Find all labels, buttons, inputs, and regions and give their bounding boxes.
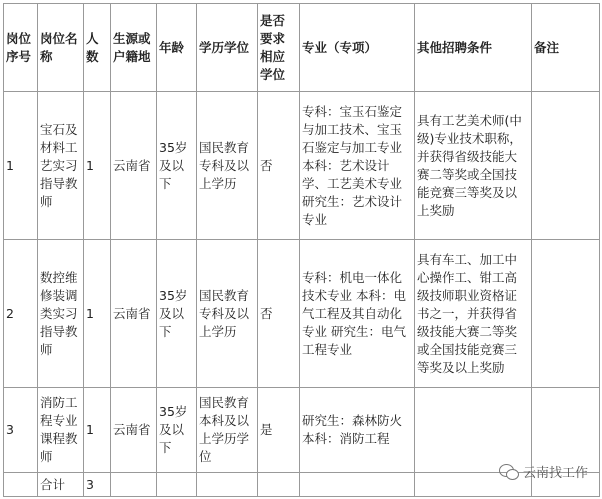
cell-other — [415, 388, 532, 473]
cell-edu: 国民教育专科及以上学历 — [197, 240, 258, 388]
cell-major: 专科：宝玉石鉴定与加工技术、宝玉石鉴定与加工专业 本科：艺术设计学、工艺美术专业 研究生：艺术设计专业 — [300, 92, 415, 240]
wechat-icon — [499, 463, 519, 481]
header-remark: 备注 — [532, 4, 600, 92]
cell-count: 1 — [84, 92, 111, 240]
watermark-text: 云南找工作 — [522, 466, 588, 481]
cell-major: 研究生：森林防火 本科：消防工程 — [300, 388, 415, 473]
header-origin: 生源或户籍地 — [111, 4, 157, 92]
cell-degree-req: 否 — [258, 92, 300, 240]
cell-remark — [532, 388, 600, 473]
cell-count: 1 — [84, 240, 111, 388]
cell-no: 1 — [4, 92, 38, 240]
cell-degree-req: 否 — [258, 240, 300, 388]
header-other: 其他招聘条件 — [415, 4, 532, 92]
header-age: 年龄 — [157, 4, 197, 92]
cell-empty — [197, 473, 258, 497]
cell-origin: 云南省 — [111, 388, 157, 473]
header-count: 人数 — [84, 4, 111, 92]
cell-no: 2 — [4, 240, 38, 388]
table-header-row — [4, 4, 600, 92]
cell-degree-req: 是 — [258, 388, 300, 473]
cell-empty — [111, 473, 157, 497]
cell-empty — [258, 473, 300, 497]
cell-no: 3 — [4, 388, 38, 473]
table-row — [4, 240, 600, 388]
cell-name: 数控维修装调类实习指导教师 — [38, 240, 84, 388]
cell-age: 35岁及以下 — [157, 240, 197, 388]
cell-name: 消防工程专业课程教师 — [38, 388, 84, 473]
header-name: 岗位名称 — [38, 4, 84, 92]
watermark — [499, 462, 588, 481]
cell-remark — [532, 92, 600, 240]
table-row — [4, 388, 600, 473]
cell-empty — [4, 473, 38, 497]
cell-empty — [157, 473, 197, 497]
header-no: 岗位序号 — [4, 4, 38, 92]
cell-origin: 云南省 — [111, 240, 157, 388]
cell-edu: 国民教育专科及以上学历 — [197, 92, 258, 240]
cell-origin: 云南省 — [111, 92, 157, 240]
cell-name: 宝石及材料工艺实习指导教师 — [38, 92, 84, 240]
table-row — [4, 92, 600, 240]
cell-other: 具有车工、加工中心操作工、钳工高级技师职业资格证书之一，并获得省级技能大赛二等奖或全国技能竞赛三等奖及以上奖励 — [415, 240, 532, 388]
cell-other: 具有工艺美术师(中级)专业技术职称，并获得省级技能大赛二等奖或全国技能竞赛三等奖及以上奖励 — [415, 92, 532, 240]
header-degree-req: 是否要求相应学位 — [258, 4, 300, 92]
cell-major: 专科：机电一体化技术专业 本科：电气工程及其自动化专业 研究生：电气工程专业 — [300, 240, 415, 388]
cell-count: 1 — [84, 388, 111, 473]
cell-age: 35岁及以下 — [157, 92, 197, 240]
total-label: 合计 — [38, 473, 84, 497]
total-count: 3 — [84, 473, 111, 497]
header-major: 专业（专项） — [300, 4, 415, 92]
header-edu: 学历学位 — [197, 4, 258, 92]
cell-remark — [532, 240, 600, 388]
cell-empty — [300, 473, 415, 497]
cell-age: 35岁及以下 — [157, 388, 197, 473]
recruitment-table — [3, 3, 600, 497]
cell-edu: 国民教育本科及以上学历学位 — [197, 388, 258, 473]
